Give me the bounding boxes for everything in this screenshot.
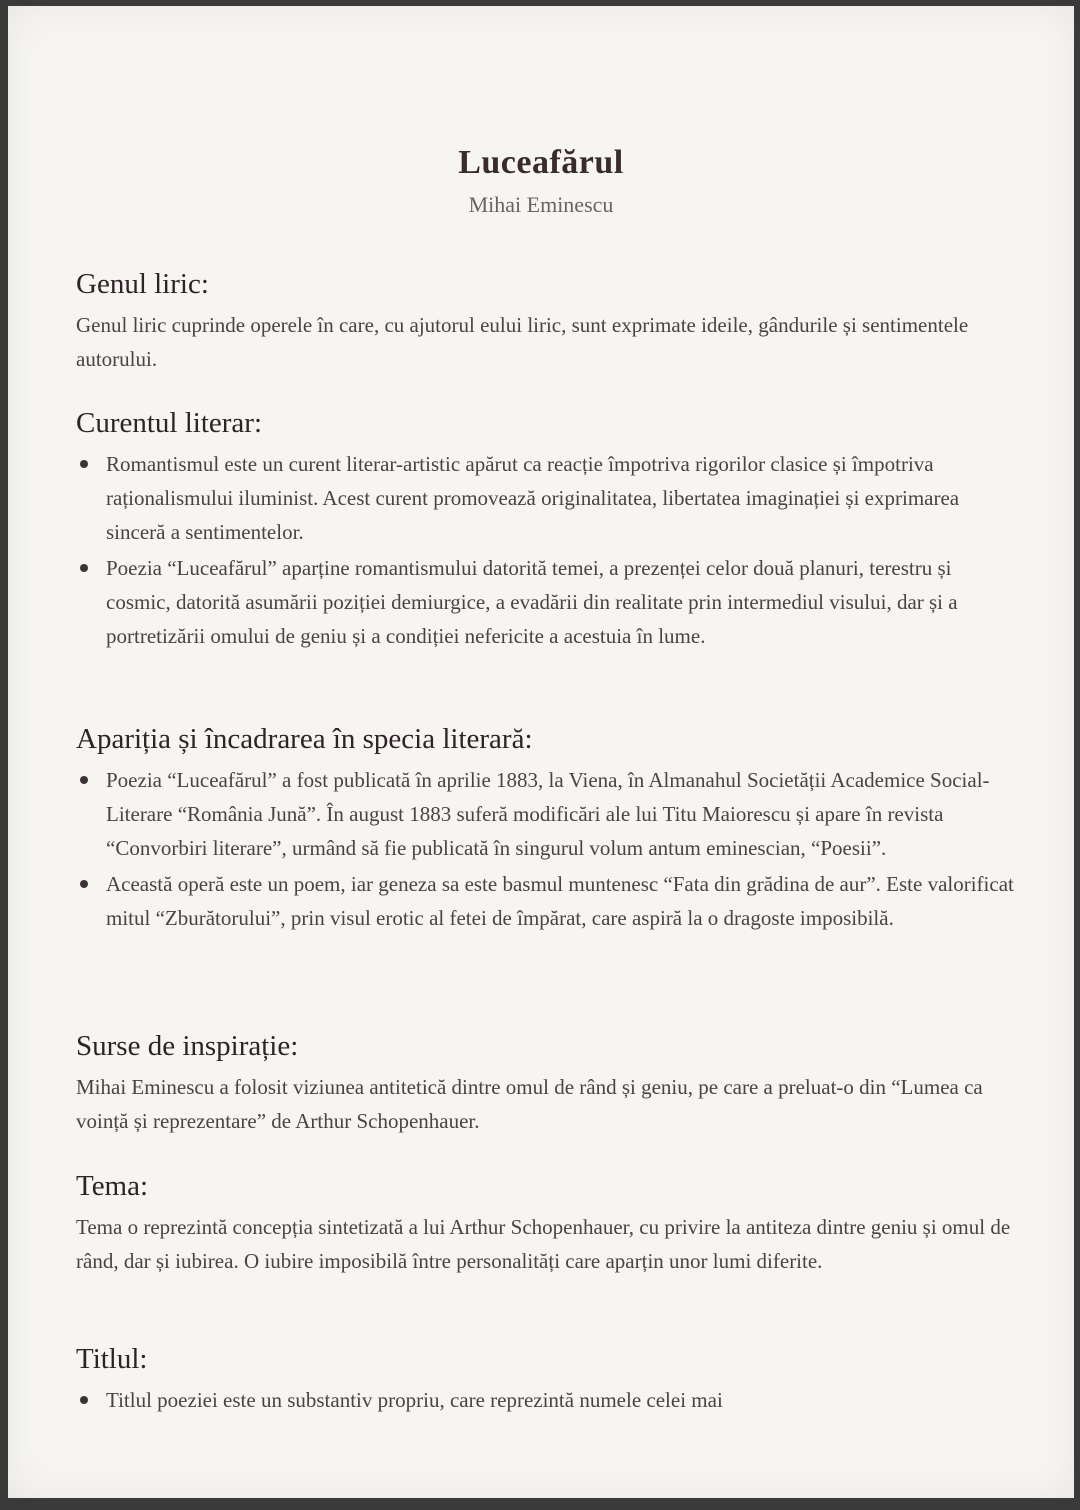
list-item xyxy=(76,763,1016,865)
section-heading: Curentul literar: xyxy=(76,407,263,439)
section-paragraph: Mihai Eminescu a folosit viziunea antitetică dintre omul de rând și geniu, pe care a preluat-o din “Lumea ca voință și reprezentare” de Arthur Schopenhauer. xyxy=(76,1075,983,1133)
list-item-text: Poezia “Luceafărul” a fost publicată în aprilie 1883, la Viena, în Almanahul Societății Academice Social-Literare “România Jună”. În august 1883 suferă modificări ale lui Titu Maiorescu și apare în revista “Convorbiri literare”, urmând să fie publicată în singurul volum antum eminescian, “Poesii”. xyxy=(106,768,990,860)
section-surse-de-inspiratie xyxy=(76,1026,1016,1138)
section-tema xyxy=(76,1166,1016,1278)
section-curentul-literar xyxy=(76,403,1016,655)
section-genul-liric xyxy=(76,264,1016,376)
list-item-text: Această operă este un poem, iar geneza sa este basmul muntenesc “Fata din grădina de aur”. Este valorificat mitul “Zburătorului”, prin visul erotic al fetei de împărat, care aspiră la o dragoste imposibilă. xyxy=(106,872,1014,930)
bullet-list xyxy=(76,447,1016,653)
bullet-icon xyxy=(80,776,88,784)
bullet-icon xyxy=(80,564,88,572)
list-item xyxy=(76,551,1016,653)
section-aparitia xyxy=(76,719,1016,937)
bullet-icon xyxy=(80,1396,88,1404)
document-page xyxy=(8,6,1074,1498)
bullet-list xyxy=(76,763,1016,935)
bullet-list xyxy=(76,1383,1016,1417)
bullet-icon xyxy=(80,880,88,888)
list-item-text: Romantismul este un curent literar-artistic apărut ca reacție împotriva rigorilor clasice și împotriva raționalismului iluminist. Acest curent promovează originalitatea, libertatea imaginației și exprimarea sinceră a sentimentelor. xyxy=(106,452,960,544)
list-item xyxy=(76,447,1016,549)
document-author: Mihai Eminescu xyxy=(468,192,614,217)
section-heading: Apariția și încadrarea în specia literară: xyxy=(76,723,533,755)
section-titlul xyxy=(76,1339,1016,1419)
list-item-text: Poezia “Luceafărul” aparține romantismului datorită temei, a prezenței celor două planuri, terestru și cosmic, datorită asumării poziției demiurgice, a evadării din realitate prin intermediul visului, dar și a portretizării omului de geniu și a condiției nefericite a acestuia în lume. xyxy=(106,556,958,648)
section-paragraph: Tema o reprezintă concepția sintetizată a lui Arthur Schopenhauer, cu privire la antiteza dintre geniu și omul de rând, dar și iubirea. O iubire imposibilă între personalități care aparțin unor lumi diferite. xyxy=(76,1215,1011,1273)
section-paragraph: Genul liric cuprinde operele în care, cu ajutorul eului liric, sunt exprimate ideile, gândurile și sentimentele autorului. xyxy=(76,313,969,371)
list-item xyxy=(76,867,1016,935)
list-item-text: Titlul poeziei este un substantiv propriu, care reprezintă numele celei mai xyxy=(106,1388,723,1412)
section-heading: Titlul: xyxy=(76,1343,148,1375)
section-heading: Surse de inspirație: xyxy=(76,1030,299,1062)
document-title: Luceafărul xyxy=(458,144,624,181)
list-item xyxy=(76,1383,1016,1417)
section-heading: Tema: xyxy=(76,1170,149,1202)
bullet-icon xyxy=(80,460,88,468)
section-heading: Genul liric: xyxy=(76,268,209,300)
